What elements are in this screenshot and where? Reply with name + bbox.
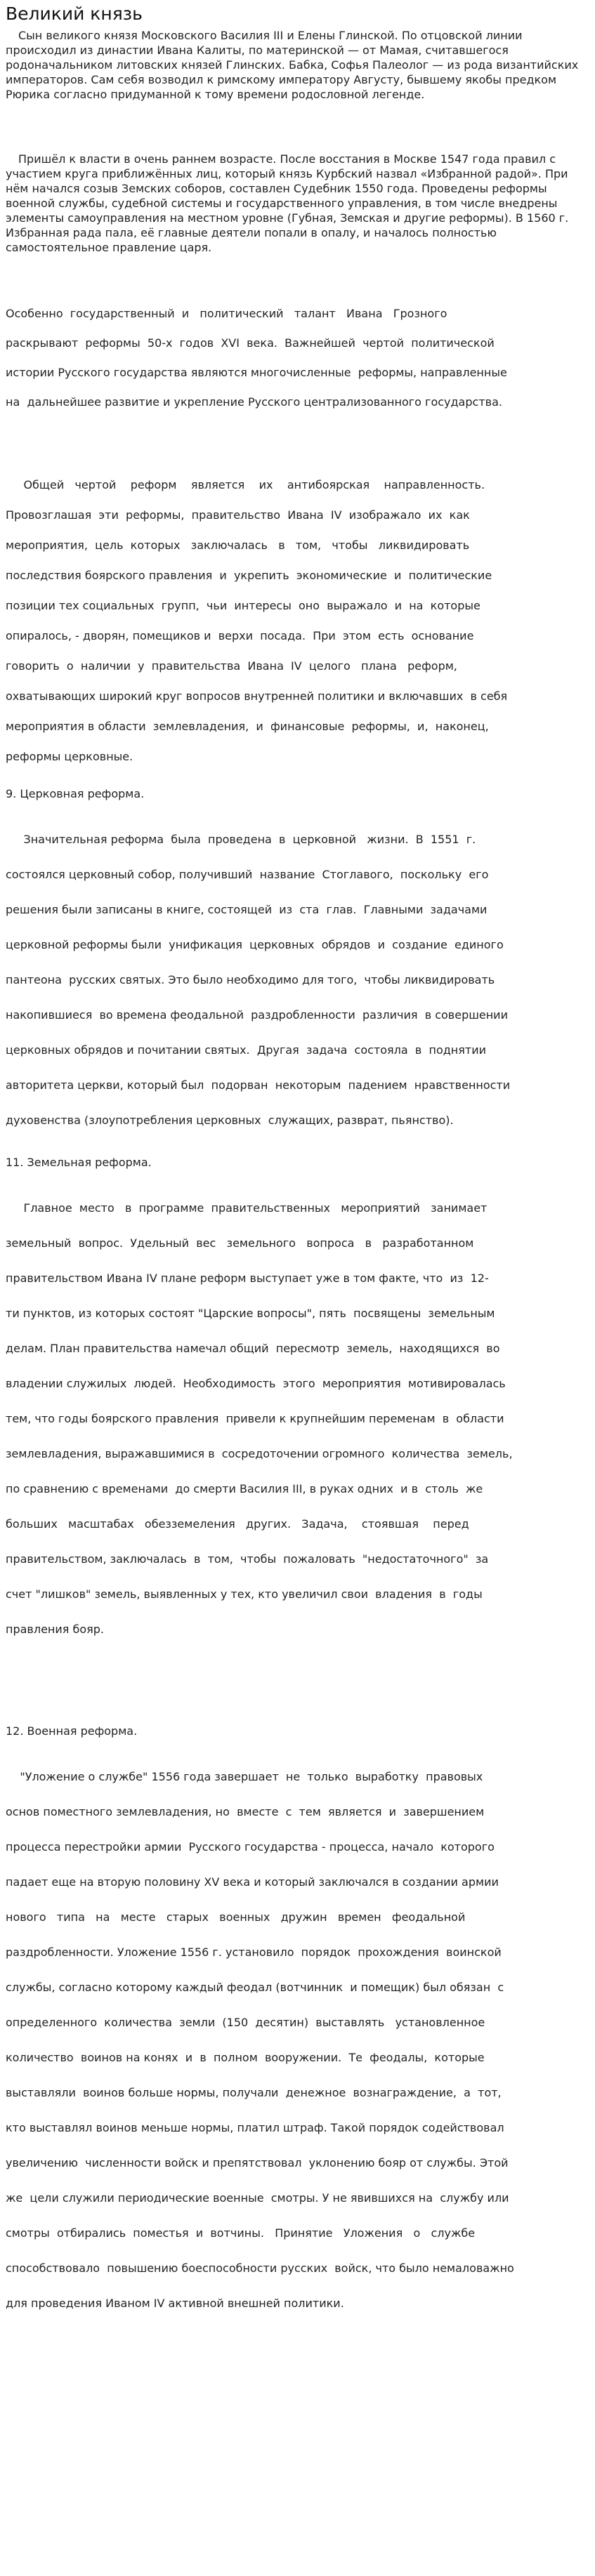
church-reform-line: Значительная реформа была проведена в церковной жизни. В 1551 г. <box>6 833 476 846</box>
military-reform-line: смотры отбирались поместья и вотчины. Принятие Уложения о службе <box>6 2226 476 2240</box>
reforms-general-line: мероприятия, цель которых заключалась в том, чтобы ликвидировать <box>6 539 470 552</box>
land-reform-line: по сравнению с временами до смерти Василия III, в руках одних и в столь же <box>6 1482 483 1495</box>
land-reform-line: правительством Ивана IV плане реформ выступает уже в том факте, что из 12- <box>6 1272 489 1285</box>
military-reform-line: увеличению численности войск и препятствовал уклонению бояр от службы. Этой <box>6 2156 509 2169</box>
church-reform-line: решения были записаны в книге, состоящей из ста глав. Главными задачами <box>6 903 488 916</box>
page-title: Великий князь <box>6 4 143 24</box>
church-reform-line: духовенства (злоупотребления церковных служащих, разврат, пьянство). <box>6 1114 454 1127</box>
land-reform-line: делам. План правительства намечал общий пересмотр земель, находящихся во <box>6 1342 500 1355</box>
reforms-general-line: Провозглашая эти реформы, правительство Ивана IV изображало их как <box>6 508 470 522</box>
military-reform-line: "Уложение о службе" 1556 года завершает не только выработку правовых <box>6 1770 483 1783</box>
church-reform-line: церковных обрядов и почитании святых. Другая задача состояла в поднятии <box>6 1043 486 1057</box>
reforms-general-line: говорить о наличии у правительства Ивана IV целого плана реформ, <box>6 659 457 673</box>
military-reform-line: основ поместного землевладения, но вместе с тем является и завершением <box>6 1805 485 1818</box>
military-reform-line: определенного количества земли (150 десятин) выставлять установленное <box>6 2016 485 2029</box>
military-reform-line: количество воинов на конях и в полном вооружении. Те феодалы, которые <box>6 2051 485 2064</box>
military-reform-line: способствовало повышению боеспособности русских войск, что было немаловажно <box>6 2261 514 2275</box>
reforms-general-line: мероприятия в области землевладения, и финансовые реформы, и, наконец, <box>6 720 489 733</box>
church-reform-line: церковной реформы были унификация церковных обрядов и создание единого <box>6 938 504 951</box>
heading-land-reform: 11. Земельная реформа. <box>6 1156 152 1169</box>
land-reform-line: тем, что годы боярского правления привели к крупнейшим переменам в области <box>6 1412 504 1425</box>
church-reform-line: накопившиеся во времена феодальной раздробленности различия в совершении <box>6 1008 508 1022</box>
land-reform-line: землевладения, выражавшимися в сосредоточении огромного количества земель, <box>6 1447 513 1460</box>
military-reform-line: кто выставлял воинов меньше нормы, платил штраф. Такой порядок содействовал <box>6 2121 504 2134</box>
land-reform-line: владении служилых людей. Необходимость этого мероприятия мотивировалась <box>6 1377 506 1390</box>
military-reform-line: выставляли воинов больше нормы, получали денежное вознаграждение, а тот, <box>6 2086 502 2099</box>
military-reform-line: нового типа на месте старых военных дружин времен феодальной <box>6 1910 466 1924</box>
church-reform-line: авторитета церкви, который был подорван некоторым падением нравственности <box>6 1078 511 1092</box>
heading-military-reform: 12. Военная реформа. <box>6 1724 138 1738</box>
land-reform-line: больших масштабах обезземеления других. Задача, стоявшая перед <box>6 1517 469 1531</box>
military-reform-line: падает еще на вторую половину XV века и который заключался в создании армии <box>6 1875 499 1889</box>
reforms-general-line: реформы церковные. <box>6 750 133 763</box>
reforms-intro-line: на дальнейшее развитие и укрепление Русского централизованного государства. <box>6 395 502 409</box>
land-reform-line: земельный вопрос. Удельный вес земельного вопроса в разработанном <box>6 1236 474 1250</box>
land-reform-line: счет "лишков" земель, выявленных у тех, кто увеличил свои владения в годы <box>6 1587 483 1601</box>
paragraph-rule: Пришёл к власти в очень раннем возрасте. После восстания в Москве 1547 года правил с участием круга приближённых лиц, который князь Курбский назвал «Избранной радой». При нём начался созыв Земских соборов, составлен Судебник 1550 года. Проведены реформы военной службы, судебной системы и государственного управления, в том числе внедрены элементы самоуправления на местном уровне (Губная, Земская и другие реформы). В 1560 г. Избранная рада пала, её главные деятели попали в опалу, и началось полностью самостоятельное правление царя. <box>6 152 569 254</box>
paragraph-origin: Сын великого князя Московского Василия III и Елены Глинской. По отцовской линии происходил из династии Ивана Калиты, по материнской — от Мамая, считавшегося родоначальником литовских князей Глинских. Бабка, Софья Палеолог — из рода византийских императоров. Сам себя возводил к римскому императору Августу, бывшему якобы предком Рюрика согласно придуманной к тому времени родословной легенде. <box>6 29 579 101</box>
land-reform-line: Главное место в программе правительственных мероприятий занимает <box>6 1201 488 1215</box>
military-reform-line: службы, согласно которому каждый феодал (вотчинник и помещик) был обязан с <box>6 1981 504 1994</box>
reforms-general-line: опиралось, - дворян, помещиков и верхи посада. При этом есть основание <box>6 629 474 642</box>
land-reform-line: ти пунктов, из которых состоят "Царские вопросы", пять посвящены земельным <box>6 1307 495 1320</box>
reforms-intro-line: Особенно государственный и политический талант Ивана Грозного <box>6 307 447 320</box>
reforms-intro-line: истории Русского государства являются многочисленные реформы, направленные <box>6 366 507 379</box>
military-reform-line: для проведения Иваном IV активной внешней политики. <box>6 2297 344 2310</box>
church-reform-line: пантеона русских святых. Это было необходимо для того, чтобы ликвидировать <box>6 973 495 986</box>
church-reform-line: состоялся церковный собор, получивший название Стоглавого, поскольку его <box>6 868 489 881</box>
land-reform-line: правления бояр. <box>6 1623 105 1636</box>
reforms-intro-line: раскрывают реформы 50-х годов XVI века. Важнейшей чертой политической <box>6 336 495 350</box>
military-reform-line: же цели служили периодические военные смотры. У не явившихся на службу или <box>6 2191 509 2205</box>
heading-church-reform: 9. Церковная реформа. <box>6 787 145 800</box>
military-reform-line: раздробленности. Уложение 1556 г. установило порядок прохождения воинской <box>6 1946 502 1959</box>
reforms-general-line: позиции тех социальных групп, чьи интересы оно выражало и на которые <box>6 599 480 612</box>
military-reform-line: процесса перестройки армии Русского государства - процесса, начало которого <box>6 1840 495 1854</box>
reforms-general-line: охватывающих широкий круг вопросов внутренней политики и включавших в себя <box>6 689 508 703</box>
land-reform-line: правительством, заключалась в том, чтобы пожаловать "недостаточного" за <box>6 1552 489 1566</box>
reforms-general-line: последствия боярского правления и укрепить экономические и политические <box>6 569 492 582</box>
reforms-general-line: Общей чертой реформ является их антибоярская направленность. <box>6 478 485 491</box>
